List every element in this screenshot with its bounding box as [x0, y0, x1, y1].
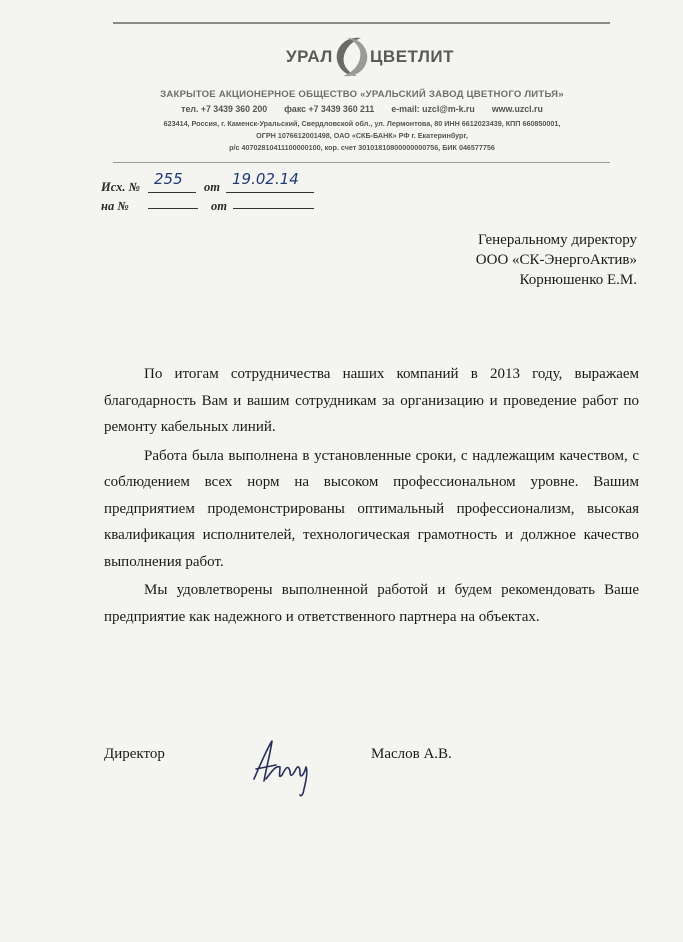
incoming-number-line	[148, 208, 198, 209]
email: e-mail: uzcl@m-k.ru	[391, 104, 475, 114]
logo-text-left: УРАЛ	[286, 47, 333, 66]
bank-line: р/с 40702810411100000100, кор. счет 30101810800000000756, БИК 046577756	[229, 143, 495, 152]
handwritten-signature	[246, 735, 318, 799]
header-bottom-rule	[113, 162, 610, 163]
outgoing-number: 255	[154, 170, 183, 188]
ogrn-line: ОГРН 1076612001498, ОАО «СКБ-БАНК» РФ г. Екатеринбург,	[256, 131, 468, 140]
outgoing-number-line	[148, 192, 196, 193]
addressee-name: Корнюшенко Е.М.	[519, 272, 637, 288]
outgoing-label: Исх. №	[101, 180, 141, 194]
website: www.uzcl.ru	[491, 104, 543, 114]
outgoing-date: 19.02.14	[232, 170, 299, 188]
signatory-name: Маслов А.В.	[371, 746, 452, 762]
body-paragraph: Работа была выполнена в установленные сроки, с надлежащим качеством, с соблюдением всех норм на высоком профессиональном уровне. Вашим предприятием продемонстрированы оптимальный профессионализм, высокая квалификация исполнителей, технологическая грамотность и должное качество выполнения работ.	[104, 447, 639, 570]
letter-body	[104, 361, 639, 632]
phone: тел. +7 3439 360 200	[181, 104, 268, 114]
body-paragraph: По итогам сотрудничества наших компаний в 2013 году, выражаем благодарность Вам и вашим сотрудникам за организацию и проведение работ по ремонту кабельных линий.	[104, 366, 639, 435]
address-line: 623414, Россия, г. Каменск-Уральский, Свердловской обл., ул. Лермонтова, 80 ИНН 6612023439, КПП 660850001,	[163, 119, 561, 128]
company-logo	[286, 36, 455, 84]
fax: факс +7 3439 360 211	[284, 104, 375, 114]
incoming-from-label: от	[211, 199, 227, 213]
addressee-block	[476, 230, 637, 290]
outgoing-date-line	[226, 192, 314, 193]
addressee-company: ООО «СК-ЭнергоАктив»	[475, 252, 637, 268]
outgoing-from-label: от	[204, 180, 220, 194]
contacts-line	[112, 104, 612, 114]
logo-swirl-icon	[331, 34, 373, 80]
incoming-label: на №	[101, 199, 129, 213]
body-paragraph: Мы удовлетворены выполненной работой и будем рекомендовать Ваше предприятие как надежного и ответственного партнера на объектах.	[104, 582, 639, 625]
signatory-title: Директор	[104, 746, 165, 762]
addressee-position: Генеральному директору	[477, 232, 637, 248]
company-name: ЗАКРЫТОЕ АКЦИОНЕРНОЕ ОБЩЕСТВО «УРАЛЬСКИЙ ЗАВОД ЦВЕТНОГО ЛИТЬЯ»	[160, 89, 564, 100]
header-top-rule	[113, 22, 610, 24]
logo-text-right: ЦВЕТЛИТ	[370, 47, 455, 66]
incoming-date-line	[233, 208, 314, 209]
